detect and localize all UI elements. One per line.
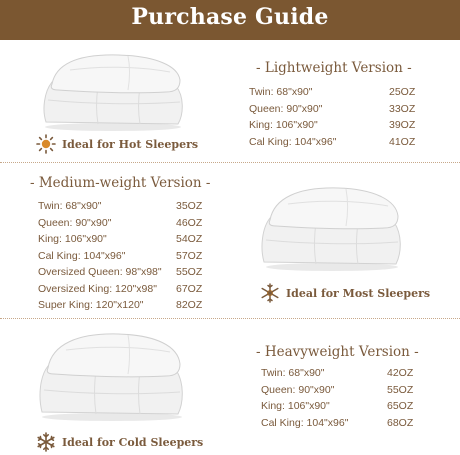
page-title: Purchase Guide <box>131 4 329 30</box>
lightweight-size-list <box>249 86 429 152</box>
snowflake-icon <box>36 432 56 452</box>
size-label: Twin: 68"x90" <box>249 86 313 98</box>
size-label: Oversized King: 120"x98" <box>38 282 157 295</box>
size-label: Twin: 68"x90" <box>38 200 102 212</box>
table-row <box>261 417 441 434</box>
size-label: Twin: 68"x90" <box>261 367 325 379</box>
comforter-image-medium <box>258 184 406 272</box>
weight-label: 35OZ <box>176 200 203 212</box>
ideal-most-sleepers <box>260 283 430 303</box>
lightweight-title: - Lightweight Version - <box>256 60 412 76</box>
size-label: Queen: 90"x90" <box>38 216 112 229</box>
comforter-image-lightweight <box>38 50 188 132</box>
size-label: King: 106"x90" <box>249 119 318 131</box>
weight-label: 54OZ <box>176 233 203 245</box>
sun-icon <box>36 134 56 154</box>
medium-title: - Medium-weight Version - <box>30 175 211 191</box>
size-label: King: 106"x90" <box>38 233 107 245</box>
table-row <box>38 283 218 300</box>
table-row <box>261 384 441 401</box>
size-label: King: 106"x90" <box>261 400 330 412</box>
comforter-image-heavy <box>36 330 188 422</box>
table-row <box>249 119 429 136</box>
weight-label: 82OZ <box>176 299 203 311</box>
size-label: Cal King: 104"x96" <box>38 249 126 262</box>
sun-snowflake-icon <box>260 283 280 303</box>
table-row <box>38 250 218 267</box>
weight-label: 39OZ <box>389 119 416 131</box>
header-banner <box>0 0 460 40</box>
table-row <box>38 299 218 316</box>
heavy-title: - Heavyweight Version - <box>256 344 419 360</box>
weight-label: 42OZ <box>387 367 414 379</box>
ideal-hot-sleepers <box>36 134 198 154</box>
weight-label: 33OZ <box>389 102 416 115</box>
ideal-cold-sleepers <box>36 432 203 452</box>
section-divider <box>0 162 460 163</box>
weight-label: 67OZ <box>176 282 203 295</box>
size-label: Queen: 90"x90" <box>261 383 335 396</box>
weight-label: 55OZ <box>176 266 203 278</box>
size-label: Super King: 120"x120" <box>38 299 144 311</box>
weight-label: 55OZ <box>387 383 414 396</box>
section-divider <box>0 318 460 319</box>
table-row <box>249 136 429 153</box>
heavy-size-list <box>261 367 441 433</box>
size-label: Queen: 90"x90" <box>249 102 323 115</box>
table-row <box>38 200 218 217</box>
weight-label: 41OZ <box>389 135 416 148</box>
ideal-label: Ideal for Most Sleepers <box>286 286 431 300</box>
table-row <box>38 233 218 250</box>
ideal-label: Ideal for Hot Sleepers <box>62 137 199 151</box>
table-row <box>38 217 218 234</box>
size-label: Cal King: 104"x96" <box>249 135 337 148</box>
size-label: Oversized Queen: 98"x98" <box>38 266 162 278</box>
ideal-label: Ideal for Cold Sleepers <box>62 435 204 449</box>
table-row <box>249 86 429 103</box>
weight-label: 68OZ <box>387 416 414 429</box>
table-row <box>261 367 441 384</box>
weight-label: 65OZ <box>387 400 414 412</box>
weight-label: 46OZ <box>176 216 203 229</box>
weight-label: 57OZ <box>176 249 203 262</box>
medium-size-list <box>38 200 218 316</box>
table-row <box>38 266 218 283</box>
weight-label: 25OZ <box>389 86 416 98</box>
table-row <box>261 400 441 417</box>
table-row <box>249 103 429 120</box>
size-label: Cal King: 104"x96" <box>261 416 349 429</box>
